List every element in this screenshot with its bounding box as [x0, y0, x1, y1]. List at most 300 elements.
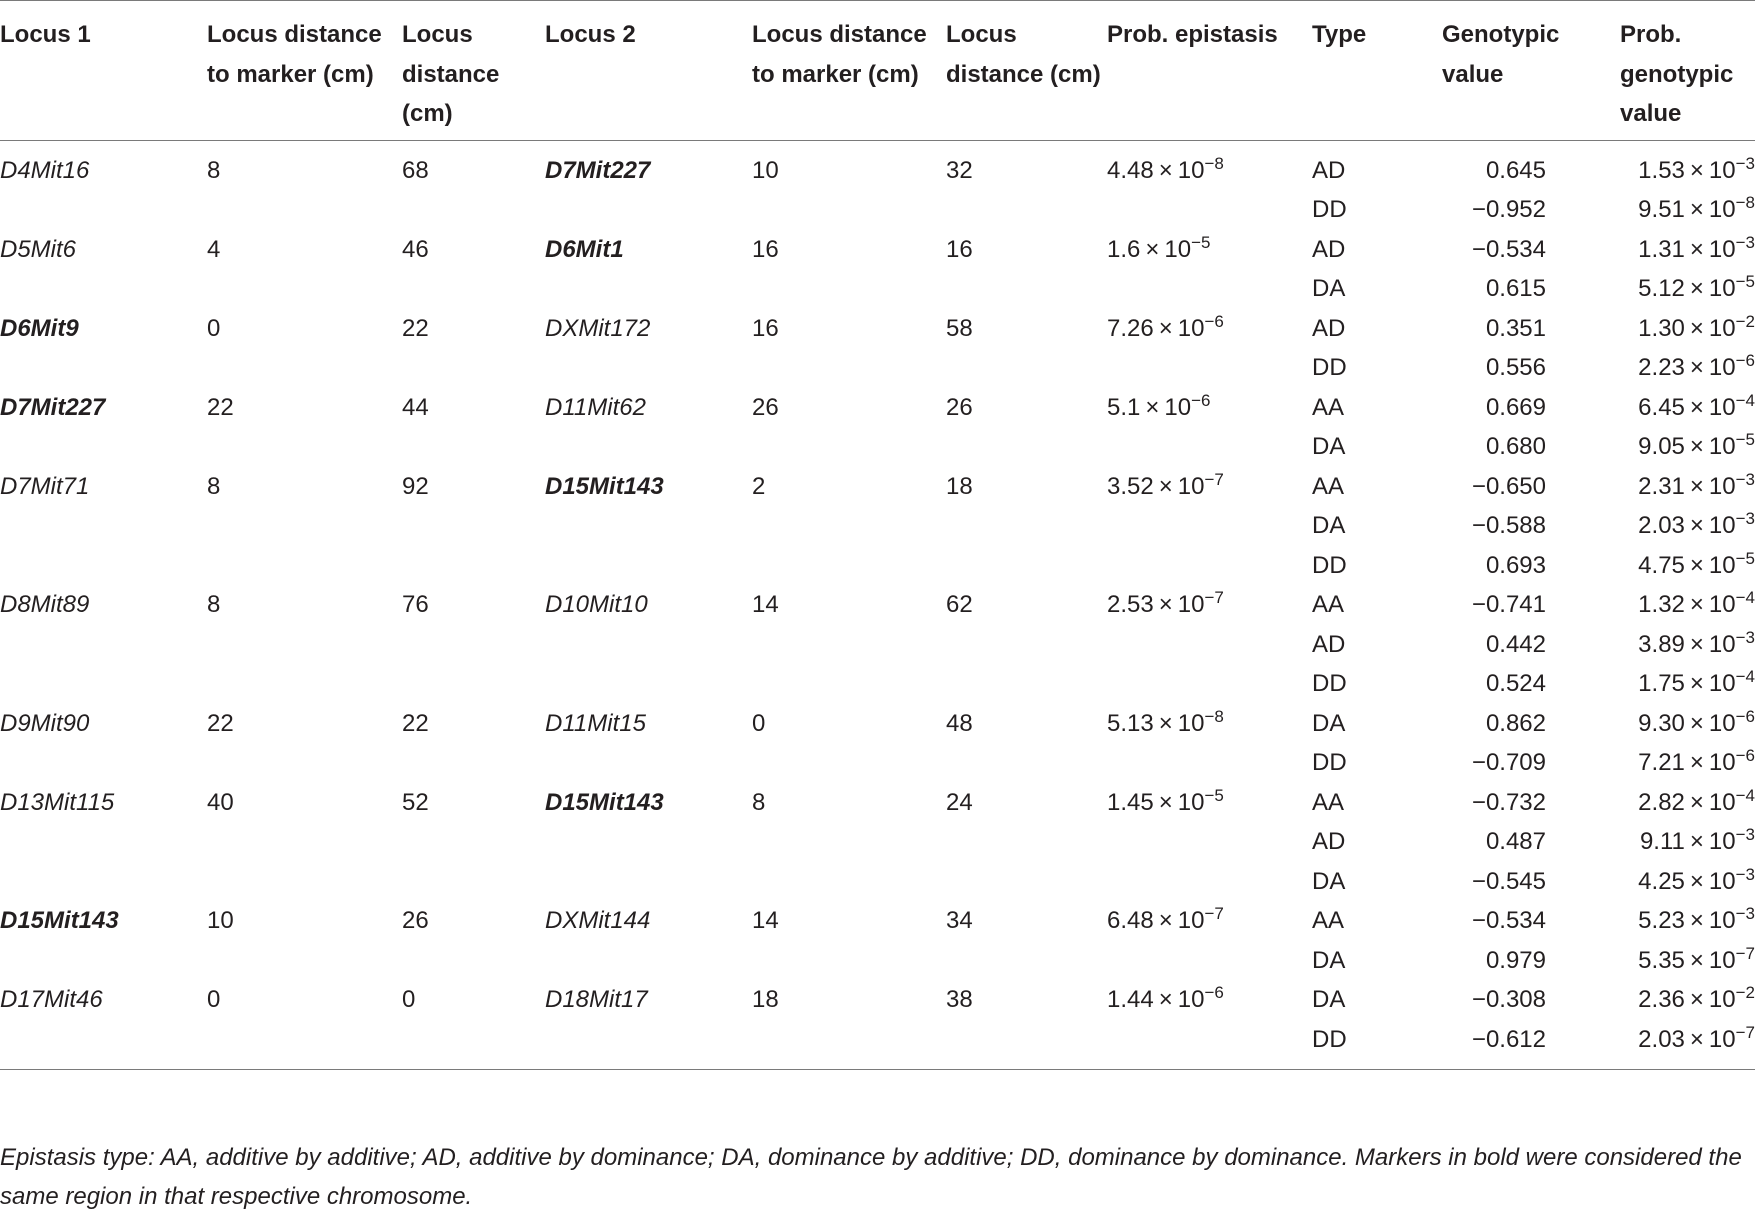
empty-cell [0, 190, 207, 230]
locus-1-distance-cell: 52 [402, 788, 429, 816]
base: 10 [1708, 946, 1736, 974]
empty-cell [1107, 625, 1312, 665]
base: 10 [1708, 512, 1736, 540]
genotypic-value-cell: −0.588 [1471, 512, 1546, 540]
empty-cell [207, 941, 402, 981]
prob-epistasis-cell [1107, 901, 1312, 941]
genotypic-value-cell: −0.952 [1471, 196, 1546, 224]
mantissa: 1.31 [1638, 235, 1685, 263]
empty-cell [1107, 862, 1312, 902]
mantissa: 3.52 [1107, 472, 1154, 500]
empty-cell [402, 269, 545, 309]
empty-cell [946, 506, 1107, 546]
table-row [0, 664, 1755, 704]
empty-cell [207, 546, 402, 586]
genotypic-value-cell: 0.669 [1485, 393, 1546, 421]
times-sign: × [1158, 314, 1173, 342]
locus-1-cell: D4Mit16 [0, 156, 90, 184]
empty-cell [0, 427, 207, 467]
mantissa: 1.6 [1107, 235, 1141, 263]
empty-cell [946, 269, 1107, 309]
exponent: −7 [1204, 469, 1224, 489]
prob-genotypic-value-cell [1620, 427, 1755, 467]
prob-genotypic-value-cell [1620, 348, 1755, 388]
table-row [0, 309, 1755, 349]
prob-genotypic-value-cell [1620, 309, 1755, 349]
locus-2-distance-cell: 16 [946, 235, 973, 263]
times-sign: × [1158, 591, 1173, 619]
empty-cell [752, 743, 946, 783]
locus-1-cell: D9Mit90 [0, 709, 90, 737]
times-sign: × [1158, 156, 1173, 184]
locus-2-distance-to-marker-cell: 10 [752, 156, 779, 184]
empty-cell [0, 506, 207, 546]
prob-epistasis-cell [1107, 140, 1312, 190]
mantissa: 7.21 [1638, 749, 1685, 777]
empty-cell [946, 427, 1107, 467]
header-genotypic-value: Genotypic value [1442, 1, 1620, 141]
locus-2-cell: D11Mit62 [545, 393, 646, 421]
mantissa: 7.26 [1107, 314, 1154, 342]
mantissa: 5.23 [1638, 907, 1685, 935]
exponent: −3 [1735, 825, 1755, 845]
type-cell: AD [1312, 630, 1346, 658]
base: 10 [1708, 788, 1736, 816]
exponent: −4 [1735, 667, 1755, 687]
empty-cell [402, 427, 545, 467]
mantissa: 1.30 [1638, 314, 1685, 342]
locus-1-cell: D5Mit6 [0, 235, 77, 263]
locus-2-distance-to-marker-cell: 18 [752, 986, 779, 1014]
exponent: −6 [1204, 983, 1224, 1003]
locus-2-distance-cell: 32 [946, 156, 973, 184]
locus-2-distance-to-marker-cell: 16 [752, 314, 779, 342]
table-row [0, 348, 1755, 388]
table-row [0, 1020, 1755, 1070]
empty-cell [207, 743, 402, 783]
empty-cell [402, 743, 545, 783]
empty-cell [946, 664, 1107, 704]
locus-1-cell: D7Mit71 [0, 472, 90, 500]
empty-cell [207, 269, 402, 309]
times-sign: × [1689, 314, 1704, 342]
empty-cell [545, 506, 752, 546]
genotypic-value-cell: −0.545 [1471, 867, 1546, 895]
type-cell: DD [1312, 749, 1347, 777]
table-row [0, 190, 1755, 230]
empty-cell [402, 1020, 545, 1070]
locus-1-distance-to-marker-cell: 10 [207, 907, 234, 935]
mantissa: 4.75 [1638, 551, 1685, 579]
type-cell: DD [1312, 1020, 1442, 1070]
times-sign: × [1158, 907, 1173, 935]
base: 10 [1708, 630, 1736, 658]
prob-genotypic-value-cell [1620, 822, 1755, 862]
mantissa: 5.12 [1638, 275, 1685, 303]
prob-genotypic-value-cell [1620, 546, 1755, 586]
base: 10 [1177, 314, 1205, 342]
table-row [0, 704, 1755, 744]
locus-1-distance-cell: 22 [402, 314, 429, 342]
times-sign: × [1689, 986, 1704, 1014]
type-cell: DD [1312, 354, 1347, 382]
genotypic-value-cell: 0.351 [1485, 314, 1546, 342]
times-sign: × [1689, 275, 1704, 303]
mantissa: 6.45 [1638, 393, 1685, 421]
base: 10 [1708, 275, 1736, 303]
empty-cell [207, 1020, 402, 1070]
base: 10 [1177, 986, 1205, 1014]
empty-cell [1107, 743, 1312, 783]
prob-epistasis-cell [1107, 704, 1312, 744]
exponent: −6 [1191, 390, 1211, 410]
empty-cell [545, 822, 752, 862]
empty-cell [946, 1020, 1107, 1070]
exponent: −6 [1204, 311, 1224, 331]
empty-cell [402, 941, 545, 981]
locus-1-distance-cell: 26 [402, 907, 429, 935]
times-sign: × [1158, 986, 1173, 1014]
times-sign: × [1689, 867, 1704, 895]
header-prob-genotypic-value: Prob. genotypic value [1620, 1, 1755, 141]
empty-cell [1107, 348, 1312, 388]
mantissa: 2.03 [1638, 512, 1685, 540]
empty-cell [946, 625, 1107, 665]
locus-1-cell: D13Mit115 [0, 788, 115, 816]
exponent: −8 [1204, 706, 1224, 726]
locus-2-distance-cell: 24 [946, 788, 973, 816]
genotypic-value-cell: −0.308 [1471, 986, 1546, 1014]
mantissa: 5.35 [1638, 946, 1685, 974]
empty-cell [545, 743, 752, 783]
times-sign: × [1145, 235, 1160, 263]
base: 10 [1708, 591, 1736, 619]
times-sign: × [1689, 393, 1704, 421]
type-cell: AD [1312, 828, 1346, 856]
prob-epistasis-cell [1107, 980, 1312, 1020]
empty-cell [402, 862, 545, 902]
type-cell: DD [1312, 551, 1347, 579]
empty-cell [0, 664, 207, 704]
locus-1-distance-cell: 68 [402, 156, 429, 184]
table-row [0, 427, 1755, 467]
empty-cell [946, 190, 1107, 230]
empty-cell [545, 1020, 752, 1070]
times-sign: × [1689, 709, 1704, 737]
empty-cell [545, 546, 752, 586]
type-cell: DA [1312, 709, 1346, 737]
empty-cell [752, 190, 946, 230]
type-cell: AA [1312, 788, 1345, 816]
prob-genotypic-value-cell [1620, 704, 1755, 744]
times-sign: × [1689, 472, 1704, 500]
base: 10 [1708, 433, 1736, 461]
times-sign: × [1689, 749, 1704, 777]
exponent: −8 [1735, 193, 1755, 213]
genotypic-value-cell: −0.741 [1471, 591, 1546, 619]
mantissa: 4.48 [1107, 156, 1154, 184]
base: 10 [1177, 472, 1205, 500]
empty-cell [752, 822, 946, 862]
prob-epistasis-cell [1107, 230, 1312, 270]
type-cell: DA [1312, 275, 1346, 303]
type-cell: AD [1312, 156, 1346, 184]
mantissa: 2.53 [1107, 591, 1154, 619]
base: 10 [1177, 788, 1205, 816]
prob-genotypic-value-cell [1620, 980, 1755, 1020]
table-row [0, 743, 1755, 783]
prob-genotypic-value-cell [1620, 506, 1755, 546]
prob-genotypic-value-cell [1620, 467, 1755, 507]
base: 10 [1177, 709, 1205, 737]
type-cell: DA [1312, 867, 1346, 895]
empty-cell [0, 625, 207, 665]
prob-epistasis-cell [1107, 388, 1312, 428]
empty-cell [545, 664, 752, 704]
times-sign: × [1158, 472, 1173, 500]
base: 10 [1177, 591, 1205, 619]
exponent: −3 [1735, 469, 1755, 489]
table-row [0, 625, 1755, 665]
empty-cell [402, 822, 545, 862]
type-cell: AA [1312, 472, 1345, 500]
empty-cell [402, 506, 545, 546]
locus-2-distance-cell: 34 [946, 907, 973, 935]
base: 10 [1708, 235, 1736, 263]
empty-cell [207, 190, 402, 230]
type-cell: AD [1312, 235, 1346, 263]
locus-1-distance-to-marker-cell: 0 [207, 986, 221, 1014]
empty-cell [752, 427, 946, 467]
table-row [0, 980, 1755, 1020]
prob-genotypic-value-cell [1620, 664, 1755, 704]
locus-1-cell: D17Mit46 [0, 986, 103, 1014]
mantissa: 2.82 [1638, 788, 1685, 816]
times-sign: × [1158, 788, 1173, 816]
locus-2-distance-to-marker-cell: 8 [752, 788, 766, 816]
table-row [0, 941, 1755, 981]
type-cell: DD [1312, 196, 1347, 224]
mantissa: 2.36 [1638, 986, 1685, 1014]
locus-2-cell: D11Mit15 [545, 709, 646, 737]
table-row [0, 269, 1755, 309]
table-row [0, 822, 1755, 862]
prob-genotypic-value-cell [1620, 901, 1755, 941]
mantissa: 1.75 [1638, 670, 1685, 698]
base: 10 [1708, 907, 1736, 935]
empty-cell [1107, 269, 1312, 309]
base: 10 [1177, 907, 1205, 935]
empty-cell [1107, 941, 1312, 981]
locus-2-cell: D18Mit17 [545, 986, 648, 1014]
genotypic-value-cell: −0.534 [1471, 907, 1546, 935]
empty-cell [752, 941, 946, 981]
genotypic-value-cell: 0.524 [1485, 670, 1546, 698]
empty-cell [0, 1020, 207, 1070]
exponent: −5 [1735, 548, 1755, 568]
locus-2-cell: D7Mit227 [545, 156, 651, 184]
header-locus-2-distance-to-marker: Locus distance to marker (cm) [752, 1, 946, 141]
base: 10 [1708, 354, 1736, 382]
base: 10 [1708, 156, 1736, 184]
type-cell: DA [1312, 946, 1346, 974]
empty-cell [0, 941, 207, 981]
genotypic-value-cell: 0.615 [1485, 275, 1546, 303]
empty-cell [545, 862, 752, 902]
genotypic-value-cell: −0.732 [1471, 788, 1546, 816]
prob-genotypic-value-cell [1620, 230, 1755, 270]
empty-cell [1107, 190, 1312, 230]
prob-genotypic-value-cell [1620, 941, 1755, 981]
type-cell: AA [1312, 591, 1345, 619]
empty-cell [946, 862, 1107, 902]
base: 10 [1708, 986, 1736, 1014]
exponent: −2 [1735, 311, 1755, 331]
prob-genotypic-value-cell [1620, 743, 1755, 783]
empty-cell [207, 506, 402, 546]
exponent: −4 [1735, 785, 1755, 805]
genotypic-value-cell: 0.680 [1485, 433, 1546, 461]
empty-cell [545, 941, 752, 981]
genotypic-value-cell: 0.862 [1485, 709, 1546, 737]
header-locus-2-distance: Locus distance (cm) [946, 1, 1107, 141]
locus-1-distance-cell: 44 [402, 393, 429, 421]
locus-2-distance-to-marker-cell: 14 [752, 907, 779, 935]
prob-epistasis-cell [1107, 309, 1312, 349]
table-row [0, 901, 1755, 941]
empty-cell [1107, 427, 1312, 467]
empty-cell [0, 862, 207, 902]
header-row [0, 1, 1755, 141]
exponent: −6 [1735, 706, 1755, 726]
locus-1-distance-to-marker-cell: 8 [207, 156, 221, 184]
mantissa: 2.31 [1638, 472, 1685, 500]
mantissa: 1.44 [1107, 986, 1154, 1014]
genotypic-value-cell: 0.979 [1485, 946, 1546, 974]
empty-cell [402, 190, 545, 230]
genotypic-value-cell: −0.612 [1442, 1020, 1620, 1070]
table-row [0, 388, 1755, 428]
empty-cell [207, 625, 402, 665]
locus-2-distance-to-marker-cell: 26 [752, 393, 779, 421]
header-locus-2: Locus 2 [545, 1, 752, 141]
empty-cell [545, 190, 752, 230]
empty-cell [402, 625, 545, 665]
times-sign: × [1689, 946, 1704, 974]
type-cell: AA [1312, 907, 1345, 935]
empty-cell [0, 743, 207, 783]
mantissa: 5.1 [1107, 393, 1141, 421]
locus-1-distance-cell: 76 [402, 591, 429, 619]
empty-cell [752, 506, 946, 546]
exponent: −7 [1204, 588, 1224, 608]
empty-cell [946, 348, 1107, 388]
locus-1-cell: D6Mit9 [0, 314, 79, 342]
type-cell: AD [1312, 314, 1346, 342]
header-locus-1-distance-to-marker: Locus distance to marker (cm) [207, 1, 402, 141]
times-sign: × [1689, 788, 1704, 816]
prob-genotypic-value-cell [1620, 388, 1755, 428]
empty-cell [1107, 1020, 1312, 1070]
mantissa: 4.25 [1638, 867, 1685, 895]
locus-1-distance-to-marker-cell: 22 [207, 393, 234, 421]
locus-1-distance-cell: 46 [402, 235, 429, 263]
exponent: −6 [1735, 351, 1755, 371]
empty-cell [1107, 822, 1312, 862]
empty-cell [207, 862, 402, 902]
empty-cell [0, 269, 207, 309]
table-row [0, 585, 1755, 625]
base: 10 [1164, 393, 1192, 421]
empty-cell [752, 862, 946, 902]
locus-1-distance-to-marker-cell: 22 [207, 709, 234, 737]
empty-cell [0, 546, 207, 586]
empty-cell [402, 664, 545, 704]
locus-2-cell: D15Mit143 [545, 472, 664, 500]
exponent: −5 [1735, 430, 1755, 450]
empty-cell [946, 743, 1107, 783]
empty-cell [1107, 546, 1312, 586]
base: 10 [1708, 314, 1736, 342]
table-body [0, 140, 1755, 1070]
times-sign: × [1689, 433, 1704, 461]
mantissa: 3.89 [1638, 630, 1685, 658]
locus-2-distance-to-marker-cell: 14 [752, 591, 779, 619]
locus-1-distance-cell: 92 [402, 472, 429, 500]
mantissa: 1.45 [1107, 788, 1154, 816]
locus-1-distance-to-marker-cell: 40 [207, 788, 234, 816]
base: 10 [1708, 749, 1736, 777]
type-cell: DA [1312, 433, 1346, 461]
mantissa: 9.30 [1638, 709, 1685, 737]
header-locus-1: Locus 1 [0, 1, 207, 141]
prob-epistasis-cell [1107, 783, 1312, 823]
empty-cell [207, 822, 402, 862]
locus-1-cell: D15Mit143 [0, 907, 119, 935]
mantissa: 2.03 [1638, 1025, 1685, 1053]
empty-cell [402, 348, 545, 388]
empty-cell [0, 822, 207, 862]
exponent: −3 [1735, 232, 1755, 252]
prob-epistasis-cell [1107, 585, 1312, 625]
times-sign: × [1689, 354, 1704, 382]
mantissa: 9.05 [1638, 433, 1685, 461]
table-row [0, 467, 1755, 507]
prob-genotypic-value-cell [1620, 269, 1755, 309]
mantissa: 6.48 [1107, 907, 1154, 935]
genotypic-value-cell: 0.487 [1485, 828, 1546, 856]
prob-genotypic-value-cell [1620, 625, 1755, 665]
exponent: −6 [1735, 746, 1755, 766]
empty-cell [0, 348, 207, 388]
empty-cell [946, 822, 1107, 862]
exponent: −4 [1735, 588, 1755, 608]
base: 10 [1708, 867, 1736, 895]
locus-2-distance-cell: 58 [946, 314, 973, 342]
base: 10 [1708, 472, 1736, 500]
prob-genotypic-value-cell [1620, 783, 1755, 823]
table-row [0, 862, 1755, 902]
times-sign: × [1158, 709, 1173, 737]
locus-2-cell: DXMit172 [545, 314, 651, 342]
times-sign: × [1689, 196, 1704, 224]
empty-cell [946, 546, 1107, 586]
empty-cell [545, 269, 752, 309]
locus-1-distance-to-marker-cell: 8 [207, 591, 221, 619]
base: 10 [1708, 393, 1736, 421]
exponent: −4 [1735, 390, 1755, 410]
table-header [0, 1, 1755, 141]
